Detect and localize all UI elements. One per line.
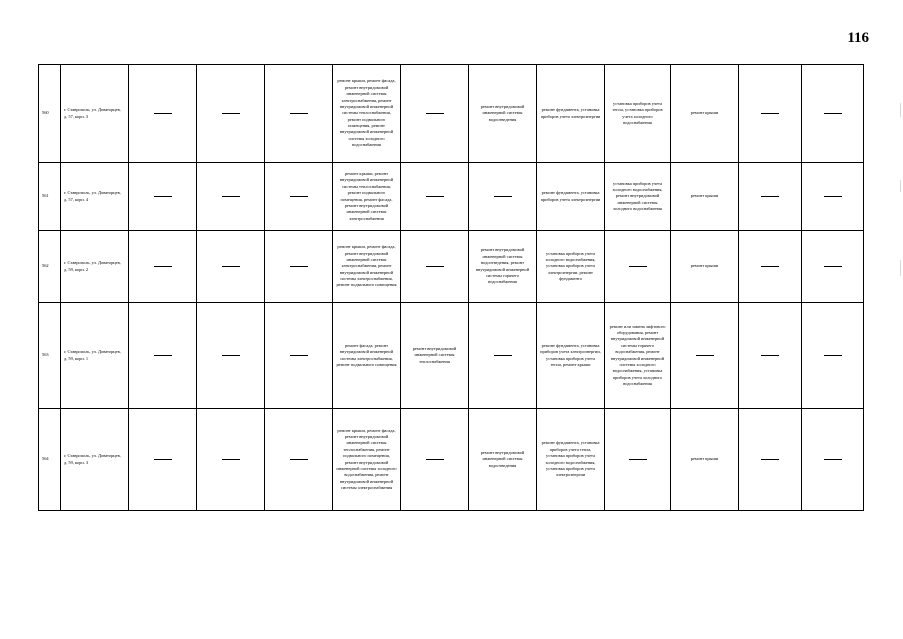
empty-dash-cell [129,303,197,409]
dash-mark [222,459,240,460]
empty-dash-cell [469,303,537,409]
address-cell: г. Ставрополь, ул. Доваторцев, д. 59, корп. 3 [61,409,129,511]
empty-dash-cell [739,163,802,231]
work-type-cell: ремонт фундамента, установка приборов учета электроэнергии [537,65,605,163]
empty-dash-cell [739,231,802,303]
table-row [39,409,864,511]
empty-dash-cell [129,163,197,231]
work-type-cell: ремонт внутридомовой инженерной системы водоотведения [469,409,537,511]
dash-mark [824,113,842,114]
dash-mark [222,355,240,356]
work-type-cell: ремонт крыши, ремонт фасада, ремонт внутридомовой инженерной системы электроснабжения, ремонт внутридомовой инженерной системы теплоснабжения, ремонт подвального помещения, ремонт внутридомовой инженерной системы холодного водоснабжения [333,65,401,163]
dash-mark [426,266,444,267]
table-row [39,231,864,303]
empty-dash-cell [802,163,864,231]
work-type-cell: ремонт внутридомовой инженерной системы водоотведения [469,65,537,163]
empty-dash-cell [802,409,864,511]
empty-dash-cell [129,65,197,163]
dash-mark [222,266,240,267]
empty-dash-cell [605,231,671,303]
work-type-cell: ремонт крыши [671,409,739,511]
dash-mark [154,459,172,460]
address-cell: г. Ставрополь, ул. Доваторцев, д. 57, корп. 3 [61,65,129,163]
dash-mark [761,355,779,356]
row-number: 563 [39,303,61,409]
page-number: 116 [847,30,869,46]
address-cell: г. Ставрополь, ул. Доваторцев, д. 57, корп. 4 [61,163,129,231]
dash-mark [222,196,240,197]
work-type-cell: ремонт или замена лифтового оборудования, ремонт внутридомовой инженерной системы горячего водоснабжения, ремонт внутридомовой инженерной системы холодного водоснабжения, установка приборов учета холодного водоснабжения [605,303,671,409]
dash-mark [629,459,647,460]
dash-mark [761,266,779,267]
dash-mark [494,355,512,356]
capital-repair-table [38,64,864,511]
dash-mark [761,196,779,197]
dash-mark [761,113,779,114]
work-type-cell: ремонт фундамента, установка приборов учета тепла, установка приборов учета холодного водоснабжения, установка приборов учета электроэнергии [537,409,605,511]
empty-dash-cell [197,303,265,409]
row-number: 560 [39,65,61,163]
dash-mark [426,113,444,114]
work-type-cell: ремонт фундамента, установка приборов учета электроэнергии, установка приборов учета тепла, ремонт крыши [537,303,605,409]
empty-dash-cell [739,303,802,409]
empty-dash-cell [401,65,469,163]
dash-mark [290,459,308,460]
empty-dash-cell [739,65,802,163]
empty-dash-cell [197,65,265,163]
scan-artifact [900,103,901,117]
empty-dash-cell [265,231,333,303]
empty-dash-cell [197,409,265,511]
dash-mark [222,113,240,114]
dash-mark [290,355,308,356]
empty-dash-cell [802,65,864,163]
empty-dash-cell [197,163,265,231]
empty-dash-cell [739,409,802,511]
work-type-cell: установка приборов учета холодного водоснабжения, ремонт внутридомовой инженерной системы холодного водоснабжения [605,163,671,231]
address-cell: г. Ставрополь, ул. Доваторцев, д. 59, корп. 2 [61,231,129,303]
empty-dash-cell [401,409,469,511]
dash-mark [824,196,842,197]
row-number: 564 [39,409,61,511]
dash-mark [154,196,172,197]
empty-dash-cell [129,409,197,511]
dash-mark [426,459,444,460]
address-cell: г. Ставрополь, ул. Доваторцев, д. 59, корп. 1 [61,303,129,409]
dash-mark [154,355,172,356]
work-type-cell: ремонт крыши, ремонт фасада, ремонт внутридомовой инженерной системы теплоснабжения, ремонт подвального помещения, ремонт внутридомовой инженерной системы холодного водоснабжения, ремонт внутридомовой инженерной системы электроснабжения [333,409,401,511]
table-row [39,65,864,163]
dash-mark [824,355,842,356]
empty-dash-cell [605,409,671,511]
dash-mark [629,266,647,267]
dash-mark [290,266,308,267]
empty-dash-cell [802,303,864,409]
empty-dash-cell [197,231,265,303]
work-type-cell: ремонт внутридомовой инженерной системы водоотведения, ремонт внутридомовой инженерной системы горячего водоснабжения [469,231,537,303]
dash-mark [154,113,172,114]
empty-dash-cell [401,231,469,303]
work-type-cell: установка приборов учета тепла, установка приборов учета холодного водоснабжения [605,65,671,163]
scan-artifact [900,260,901,276]
row-number: 562 [39,231,61,303]
row-number: 561 [39,163,61,231]
empty-dash-cell [129,231,197,303]
work-type-cell: ремонт внутридомовой инженерной системы теплоснабжения [401,303,469,409]
dash-mark [494,196,512,197]
dash-mark [290,196,308,197]
scan-artifact [900,180,901,192]
dash-mark [154,266,172,267]
table-row [39,163,864,231]
table-row [39,303,864,409]
dash-mark [426,196,444,197]
empty-dash-cell [265,163,333,231]
work-type-cell: ремонт крыши, ремонт внутридомовой инженерной системы теплоснабжения, ремонт подвального помещения, ремонт фасада, ремонт внутридомовой инженерной системы электроснабжения [333,163,401,231]
dash-mark [824,459,842,460]
dash-mark [824,266,842,267]
empty-dash-cell [265,65,333,163]
empty-dash-cell [802,231,864,303]
empty-dash-cell [401,163,469,231]
empty-dash-cell [671,303,739,409]
work-type-cell: установка приборов учета холодного водоснабжения, установка приборов учета электроэнергии, ремонт фундамента [537,231,605,303]
dash-mark [290,113,308,114]
empty-dash-cell [469,163,537,231]
work-type-cell: ремонт крыши, ремонт фасада, ремонт внутридомовой инженерной системы электроснабжения, ремонт внутридомовой инженерной системы электроснабжения, ремонт подвального помещения [333,231,401,303]
work-type-cell: ремонт крыши [671,163,739,231]
empty-dash-cell [265,303,333,409]
dash-mark [761,459,779,460]
table-body [39,65,864,511]
work-type-cell: ремонт крыши [671,65,739,163]
work-type-cell: ремонт фасада, ремонт внутридомовой инженерной системы электроснабжения, ремонт подвального помещения [333,303,401,409]
empty-dash-cell [265,409,333,511]
work-type-cell: ремонт фундамента, установка приборов учета электроэнергии [537,163,605,231]
dash-mark [696,355,714,356]
work-type-cell: ремонт крыши [671,231,739,303]
